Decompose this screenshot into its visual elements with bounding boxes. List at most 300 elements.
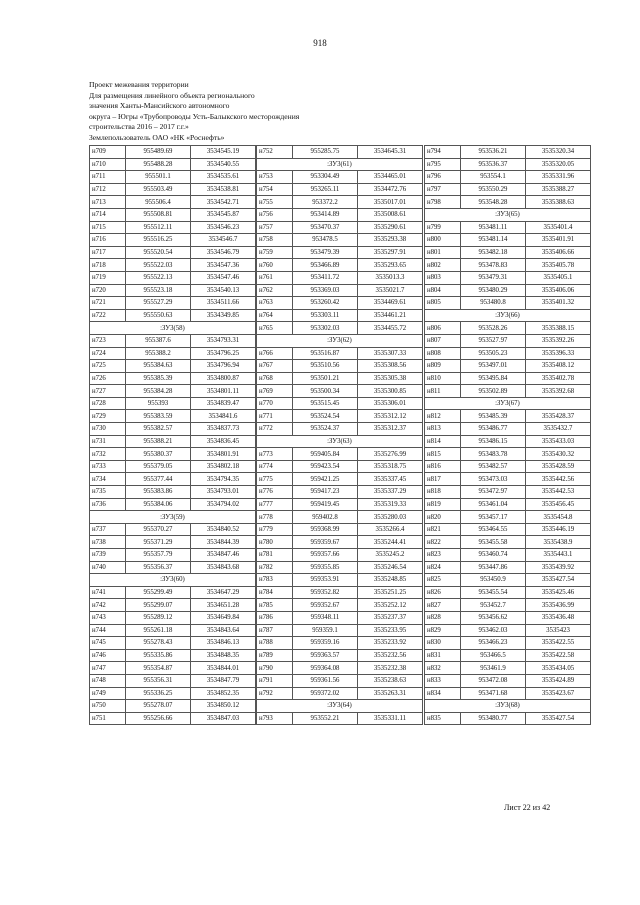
table-row <box>257 574 423 587</box>
x-coordinate: 959348.11 <box>293 611 358 624</box>
x-coordinate: 953461.04 <box>461 498 526 511</box>
section-row <box>425 397 591 410</box>
x-coordinate: 955508.81 <box>126 208 191 221</box>
header-line: значения Ханты-Мансийского автономного <box>89 101 230 111</box>
x-coordinate: 955354.87 <box>126 662 191 675</box>
table-row <box>425 486 591 499</box>
table-row <box>425 221 591 234</box>
point-id: н796 <box>425 171 461 184</box>
table-row <box>425 687 591 700</box>
y-coordinate: 3534841.6 <box>191 410 256 423</box>
point-id: н712 <box>90 183 126 196</box>
x-coordinate: 953510.56 <box>293 360 358 373</box>
x-coordinate: 959372.02 <box>293 687 358 700</box>
y-coordinate: 3534848.35 <box>191 649 256 662</box>
x-coordinate: 955383.86 <box>126 486 191 499</box>
y-coordinate: 3534852.35 <box>191 687 256 700</box>
y-coordinate: 3535434.05 <box>526 662 591 675</box>
table-row <box>90 158 256 171</box>
table-row <box>425 549 591 562</box>
y-coordinate: 3534800.87 <box>191 372 256 385</box>
x-coordinate: 959423.54 <box>293 460 358 473</box>
y-coordinate: 3534546.23 <box>191 221 256 234</box>
table-row <box>90 712 256 725</box>
point-id: н709 <box>90 146 126 159</box>
coordinates-table-3 <box>424 145 591 725</box>
x-coordinate: 955384.28 <box>126 385 191 398</box>
x-coordinate: 953524.37 <box>293 423 358 436</box>
x-coordinate: 955278.07 <box>126 700 191 713</box>
y-coordinate: 3535424.89 <box>526 674 591 687</box>
table-row <box>257 662 423 675</box>
table-row <box>90 259 256 272</box>
table-row <box>90 284 256 297</box>
y-coordinate: 3534794.02 <box>191 498 256 511</box>
x-coordinate: 955382.57 <box>126 423 191 436</box>
y-coordinate: 3535446.19 <box>526 523 591 536</box>
section-label: :ЗУ3(64) <box>257 700 423 713</box>
y-coordinate: 3535232.56 <box>358 649 423 662</box>
table-row <box>257 410 423 423</box>
point-id: н759 <box>257 246 293 259</box>
point-id: н814 <box>425 435 461 448</box>
x-coordinate: 953486.15 <box>461 435 526 448</box>
table-row <box>257 221 423 234</box>
point-id: н776 <box>257 486 293 499</box>
table-row <box>257 674 423 687</box>
y-coordinate: 3535427.54 <box>526 574 591 587</box>
table-row <box>257 146 423 159</box>
point-id: н745 <box>90 637 126 650</box>
table-row <box>257 397 423 410</box>
y-coordinate: 3534847.79 <box>191 674 256 687</box>
y-coordinate: 3534802.18 <box>191 460 256 473</box>
header-line: строительства 2016 – 2017 г.г.» <box>89 122 189 132</box>
table-row <box>425 574 591 587</box>
y-coordinate: 3535337.29 <box>358 486 423 499</box>
x-coordinate: 955512.11 <box>126 221 191 234</box>
table-row <box>90 146 256 159</box>
x-coordinate: 953479.39 <box>293 246 358 259</box>
x-coordinate: 953304.49 <box>293 171 358 184</box>
point-id: н739 <box>90 549 126 562</box>
table-row <box>90 649 256 662</box>
point-id: н770 <box>257 397 293 410</box>
table-row <box>90 347 256 360</box>
x-coordinate: 955522.13 <box>126 271 191 284</box>
point-id: н779 <box>257 523 293 536</box>
point-id: н722 <box>90 309 126 322</box>
x-coordinate: 953480.8 <box>461 297 526 310</box>
x-coordinate: 955356.31 <box>126 674 191 687</box>
y-coordinate: 3535456.45 <box>526 498 591 511</box>
header-line: Землепользователь ОАО «НК «Роснефть» <box>89 132 225 142</box>
point-id: н787 <box>257 624 293 637</box>
point-id: н831 <box>425 649 461 662</box>
table-row <box>257 536 423 549</box>
table-row <box>257 196 423 209</box>
x-coordinate: 953470.37 <box>293 221 358 234</box>
y-coordinate: 3535405.1 <box>526 271 591 284</box>
section-label: :ЗУ3(62) <box>257 334 423 347</box>
x-coordinate: 959359.1 <box>293 624 358 637</box>
x-coordinate: 953550.29 <box>461 183 526 196</box>
y-coordinate: 3535401.32 <box>526 297 591 310</box>
table-row <box>90 586 256 599</box>
point-id: н732 <box>90 448 126 461</box>
x-coordinate: 953479.31 <box>461 271 526 284</box>
y-coordinate: 3534836.45 <box>191 435 256 448</box>
y-coordinate: 3535442.53 <box>526 486 591 499</box>
section-row <box>90 322 256 335</box>
x-coordinate: 953552.21 <box>293 712 358 725</box>
x-coordinate: 955488.28 <box>126 158 191 171</box>
x-coordinate: 955377.44 <box>126 473 191 486</box>
y-coordinate: 3535388.27 <box>526 183 591 196</box>
table-row <box>257 624 423 637</box>
x-coordinate: 953473.03 <box>461 473 526 486</box>
point-id: н752 <box>257 146 293 159</box>
section-label: :ЗУ3(68) <box>425 700 591 713</box>
y-coordinate: 3535401.91 <box>526 234 591 247</box>
point-id: н741 <box>90 586 126 599</box>
x-coordinate: 953524.54 <box>293 410 358 423</box>
point-id: н763 <box>257 297 293 310</box>
y-coordinate: 3535319.33 <box>358 498 423 511</box>
point-id: н781 <box>257 549 293 562</box>
point-id: н828 <box>425 611 461 624</box>
table-row <box>257 611 423 624</box>
table-row <box>90 297 256 310</box>
x-coordinate: 955356.37 <box>126 561 191 574</box>
table-row <box>425 347 591 360</box>
point-id: н792 <box>257 687 293 700</box>
y-coordinate: 3535439.92 <box>526 561 591 574</box>
table-row <box>257 372 423 385</box>
x-coordinate: 953482.57 <box>461 460 526 473</box>
y-coordinate: 3534793.01 <box>191 486 256 499</box>
section-label: :ЗУ3(67) <box>425 397 591 410</box>
x-coordinate: 955550.63 <box>126 309 191 322</box>
table-row <box>257 637 423 650</box>
table-row <box>90 674 256 687</box>
point-id: н710 <box>90 158 126 171</box>
table-row <box>425 637 591 650</box>
table-row <box>90 687 256 700</box>
y-coordinate: 3534645.31 <box>358 146 423 159</box>
point-id: н734 <box>90 473 126 486</box>
point-id: н813 <box>425 423 461 436</box>
x-coordinate: 959359.67 <box>293 536 358 549</box>
y-coordinate: 3535331.96 <box>526 171 591 184</box>
x-coordinate: 953462.03 <box>461 624 526 637</box>
x-coordinate: 953485.39 <box>461 410 526 423</box>
y-coordinate: 3535428.59 <box>526 460 591 473</box>
x-coordinate: 955261.18 <box>126 624 191 637</box>
x-coordinate: 955520.54 <box>126 246 191 259</box>
x-coordinate: 953554.1 <box>461 171 526 184</box>
table-row <box>90 637 256 650</box>
header-line: Проект межевания территории <box>89 80 189 89</box>
table-row <box>90 460 256 473</box>
y-coordinate: 3534469.61 <box>358 297 423 310</box>
point-id: н833 <box>425 674 461 687</box>
table-row <box>90 334 256 347</box>
x-coordinate: 953461.9 <box>461 662 526 675</box>
point-id: н786 <box>257 611 293 624</box>
table-row <box>90 599 256 612</box>
y-coordinate: 3535308.56 <box>358 360 423 373</box>
point-id: н818 <box>425 486 461 499</box>
point-id: н760 <box>257 259 293 272</box>
point-id: н782 <box>257 561 293 574</box>
point-id: н748 <box>90 674 126 687</box>
y-coordinate: 3535244.41 <box>358 536 423 549</box>
y-coordinate: 3535237.37 <box>358 611 423 624</box>
point-id: н778 <box>257 511 293 524</box>
x-coordinate: 953260.42 <box>293 297 358 310</box>
y-coordinate: 3535392.68 <box>526 385 591 398</box>
point-id: н826 <box>425 586 461 599</box>
y-coordinate: 3535251.25 <box>358 586 423 599</box>
x-coordinate: 955384.06 <box>126 498 191 511</box>
x-coordinate: 955523.18 <box>126 284 191 297</box>
table-row <box>425 259 591 272</box>
point-id: н815 <box>425 448 461 461</box>
section-row <box>425 700 591 713</box>
point-id: н738 <box>90 536 126 549</box>
point-id: н785 <box>257 599 293 612</box>
point-id: н756 <box>257 208 293 221</box>
x-coordinate: 959352.82 <box>293 586 358 599</box>
y-coordinate: 3534546.79 <box>191 246 256 259</box>
y-coordinate: 3534796.25 <box>191 347 256 360</box>
y-coordinate: 3535305.38 <box>358 372 423 385</box>
point-id: н762 <box>257 284 293 297</box>
table-row <box>425 360 591 373</box>
point-id: н800 <box>425 234 461 247</box>
table-row <box>257 309 423 322</box>
table-row <box>257 486 423 499</box>
x-coordinate: 953483.78 <box>461 448 526 461</box>
table-row <box>257 586 423 599</box>
table-row <box>425 196 591 209</box>
y-coordinate: 3534511.66 <box>191 297 256 310</box>
y-coordinate: 3534847.46 <box>191 549 256 562</box>
table-row <box>90 410 256 423</box>
x-coordinate: 953528.26 <box>461 322 526 335</box>
y-coordinate: 3535312.37 <box>358 423 423 436</box>
point-id: н822 <box>425 536 461 549</box>
point-id: н817 <box>425 473 461 486</box>
y-coordinate: 3535017.01 <box>358 196 423 209</box>
table-row <box>425 297 591 310</box>
section-label: :ЗУ3(58) <box>90 322 256 335</box>
point-id: н832 <box>425 662 461 675</box>
y-coordinate: 3535423 <box>526 624 591 637</box>
point-id: н720 <box>90 284 126 297</box>
y-coordinate: 3535408.12 <box>526 360 591 373</box>
point-id: н783 <box>257 574 293 587</box>
y-coordinate: 3535318.75 <box>358 460 423 473</box>
y-coordinate: 3534839.47 <box>191 397 256 410</box>
point-id: н772 <box>257 423 293 436</box>
x-coordinate: 955256.66 <box>126 712 191 725</box>
x-coordinate: 959368.99 <box>293 523 358 536</box>
section-row <box>257 334 423 347</box>
y-coordinate: 3535013.3 <box>358 271 423 284</box>
y-coordinate: 3535405.78 <box>526 259 591 272</box>
x-coordinate: 955527.29 <box>126 297 191 310</box>
point-id: н757 <box>257 221 293 234</box>
x-coordinate: 955357.79 <box>126 549 191 562</box>
x-coordinate: 953411.72 <box>293 271 358 284</box>
x-coordinate: 953536.37 <box>461 158 526 171</box>
y-coordinate: 3535266.4 <box>358 523 423 536</box>
y-coordinate: 3535427.54 <box>526 712 591 725</box>
y-coordinate: 3535232.38 <box>358 662 423 675</box>
table-row <box>90 700 256 713</box>
point-id: н808 <box>425 347 461 360</box>
x-coordinate: 959402.8 <box>293 511 358 524</box>
page-number: 918 <box>313 38 327 48</box>
table-row <box>257 208 423 221</box>
table-row <box>425 158 591 171</box>
table-row <box>257 473 423 486</box>
x-coordinate: 955393 <box>126 397 191 410</box>
x-coordinate: 953466.23 <box>461 637 526 650</box>
y-coordinate: 3535233.92 <box>358 637 423 650</box>
x-coordinate: 955388.21 <box>126 435 191 448</box>
point-id: н823 <box>425 549 461 562</box>
x-coordinate: 953460.74 <box>461 549 526 562</box>
x-coordinate: 955489.69 <box>126 146 191 159</box>
point-id: н834 <box>425 687 461 700</box>
point-id: н798 <box>425 196 461 209</box>
x-coordinate: 959359.16 <box>293 637 358 650</box>
x-coordinate: 955506.4 <box>126 196 191 209</box>
y-coordinate: 3534538.81 <box>191 183 256 196</box>
table-row <box>425 146 591 159</box>
table-row <box>257 322 423 335</box>
table-row <box>257 360 423 373</box>
point-id: н714 <box>90 208 126 221</box>
y-coordinate: 3535252.12 <box>358 599 423 612</box>
point-id: н793 <box>257 712 293 725</box>
table-row <box>425 523 591 536</box>
y-coordinate: 3535233.95 <box>358 624 423 637</box>
x-coordinate: 953536.21 <box>461 146 526 159</box>
table-row <box>257 259 423 272</box>
point-id: н737 <box>90 523 126 536</box>
point-id: н735 <box>90 486 126 499</box>
table-row <box>425 372 591 385</box>
y-coordinate: 3535406.66 <box>526 246 591 259</box>
y-coordinate: 3535331.11 <box>358 712 423 725</box>
table-row <box>257 599 423 612</box>
y-coordinate: 3535300.85 <box>358 385 423 398</box>
x-coordinate: 955278.43 <box>126 637 191 650</box>
x-coordinate: 953515.45 <box>293 397 358 410</box>
table-row <box>257 347 423 360</box>
section-label: :ЗУ3(63) <box>257 435 423 448</box>
point-id: н801 <box>425 246 461 259</box>
header-line: округа – Югры «Трубопроводы Усть-Балыкского месторождения <box>89 111 300 121</box>
x-coordinate: 953369.03 <box>293 284 358 297</box>
table-row <box>90 662 256 675</box>
table-row <box>425 435 591 448</box>
x-coordinate: 955371.29 <box>126 536 191 549</box>
table-row <box>257 284 423 297</box>
point-id: н789 <box>257 649 293 662</box>
section-label: :ЗУ3(61) <box>257 158 423 171</box>
point-id: н829 <box>425 624 461 637</box>
y-coordinate: 3534793.31 <box>191 334 256 347</box>
section-row <box>425 208 591 221</box>
table-row <box>90 196 256 209</box>
point-id: н773 <box>257 448 293 461</box>
y-coordinate: 3535290.61 <box>358 221 423 234</box>
x-coordinate: 953414.89 <box>293 208 358 221</box>
table-row <box>425 183 591 196</box>
section-row <box>257 158 423 171</box>
y-coordinate: 3535423.67 <box>526 687 591 700</box>
y-coordinate: 3535454.8 <box>526 511 591 524</box>
point-id: н805 <box>425 297 461 310</box>
point-id: н767 <box>257 360 293 373</box>
y-coordinate: 3534837.73 <box>191 423 256 436</box>
point-id: н744 <box>90 624 126 637</box>
table-row <box>425 460 591 473</box>
x-coordinate: 953456.62 <box>461 611 526 624</box>
y-coordinate: 3534546.7 <box>191 234 256 247</box>
x-coordinate: 953527.97 <box>461 334 526 347</box>
x-coordinate: 955385.39 <box>126 372 191 385</box>
table-row <box>90 423 256 436</box>
table-row <box>257 385 423 398</box>
y-coordinate: 3534850.12 <box>191 700 256 713</box>
y-coordinate: 3535388.63 <box>526 196 591 209</box>
point-id: н753 <box>257 171 293 184</box>
point-id: н751 <box>90 712 126 725</box>
table-row <box>257 460 423 473</box>
table-row <box>425 611 591 624</box>
table-row <box>425 410 591 423</box>
x-coordinate: 959421.25 <box>293 473 358 486</box>
y-coordinate: 3535337.45 <box>358 473 423 486</box>
point-id: н804 <box>425 284 461 297</box>
x-coordinate: 959405.84 <box>293 448 358 461</box>
point-id: н727 <box>90 385 126 398</box>
table-row <box>90 234 256 247</box>
x-coordinate: 959353.91 <box>293 574 358 587</box>
point-id: н825 <box>425 574 461 587</box>
y-coordinate: 3534844.39 <box>191 536 256 549</box>
x-coordinate: 953505.23 <box>461 347 526 360</box>
y-coordinate: 3534547.36 <box>191 259 256 272</box>
y-coordinate: 3534794.35 <box>191 473 256 486</box>
table-row <box>90 473 256 486</box>
x-coordinate: 953516.87 <box>293 347 358 360</box>
point-id: н780 <box>257 536 293 549</box>
x-coordinate: 953372.2 <box>293 196 358 209</box>
section-row <box>90 574 256 587</box>
point-id: н731 <box>90 435 126 448</box>
table-row <box>90 208 256 221</box>
table-row <box>425 561 591 574</box>
y-coordinate: 3535320.34 <box>526 146 591 159</box>
point-id: н788 <box>257 637 293 650</box>
